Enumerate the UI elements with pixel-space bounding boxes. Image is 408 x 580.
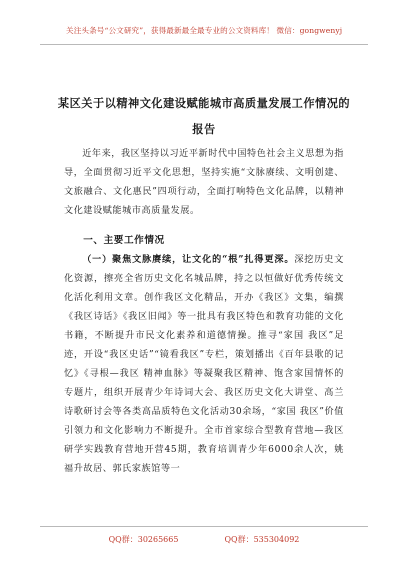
subsection-heading-1: （一）聚焦文脉赓续，让文化的“根”扎得更深。 <box>82 254 295 265</box>
title-line-1: 某区关于以精神文化建设赋能城市高质量发展工作情况的 <box>57 96 351 110</box>
footer-rule <box>40 526 368 527</box>
subsection-text-1: 深挖历史文化资源，擦亮全省历史文化名城品牌，持之以恒做好优秀传统文化活化利用文章。创作我区文化精品，开办《我区》文集，编撰《我区诗话》《我区旧闻》等一批具有我区特色和教育功能的文化书籍，不断提升市民文化素养和道德情操。推寻“家国 我区”足迹，开设“我区史话”“镜看我区”专栏，策划播出《百年县歌的记忆》《寻根—我区 精神血脉》等凝聚我区精神、饱含家国情怀的专题片，组织开展青少年诗词大会、我区历史文化大讲堂、高兰诗歌研讨会等各类高品质特色文化活动30余场，“家国 我区”价值引领力和文化影响力不断提升。全市首家综合型教育营地—我区研学实践教育营地开营45期，教育培训青少年6000余人次，姚福升故居、郭氏家族馆等一 <box>64 255 344 474</box>
subsection-paragraph-1 <box>64 250 344 479</box>
promo-banner: 关注头条号“公文研究”，获得最新最全最专业的公文资料库！ 微信：gongwenyj <box>66 26 342 35</box>
footer-qq-group-2: QQ群：535304092 <box>224 535 300 544</box>
document-body <box>64 145 344 479</box>
header-rule <box>40 44 368 45</box>
title-line-2: 报告 <box>192 122 216 136</box>
intro-paragraph: 近年来，我区坚持以习近平新时代中国特色社会主义思想为指导，全面贯彻习近平文化思想，坚持实施“文脉赓续、文明创建、文旅融合、文化惠民”四项行动，全面打响特色文化品牌，以精神文化建设赋能城市高质量发展。 <box>64 149 344 216</box>
footer-qq-group-1: QQ群：30265665 <box>108 535 179 544</box>
footer <box>40 534 368 545</box>
section-heading-1: 一、主要工作情况 <box>83 235 165 246</box>
document-title <box>40 90 368 142</box>
